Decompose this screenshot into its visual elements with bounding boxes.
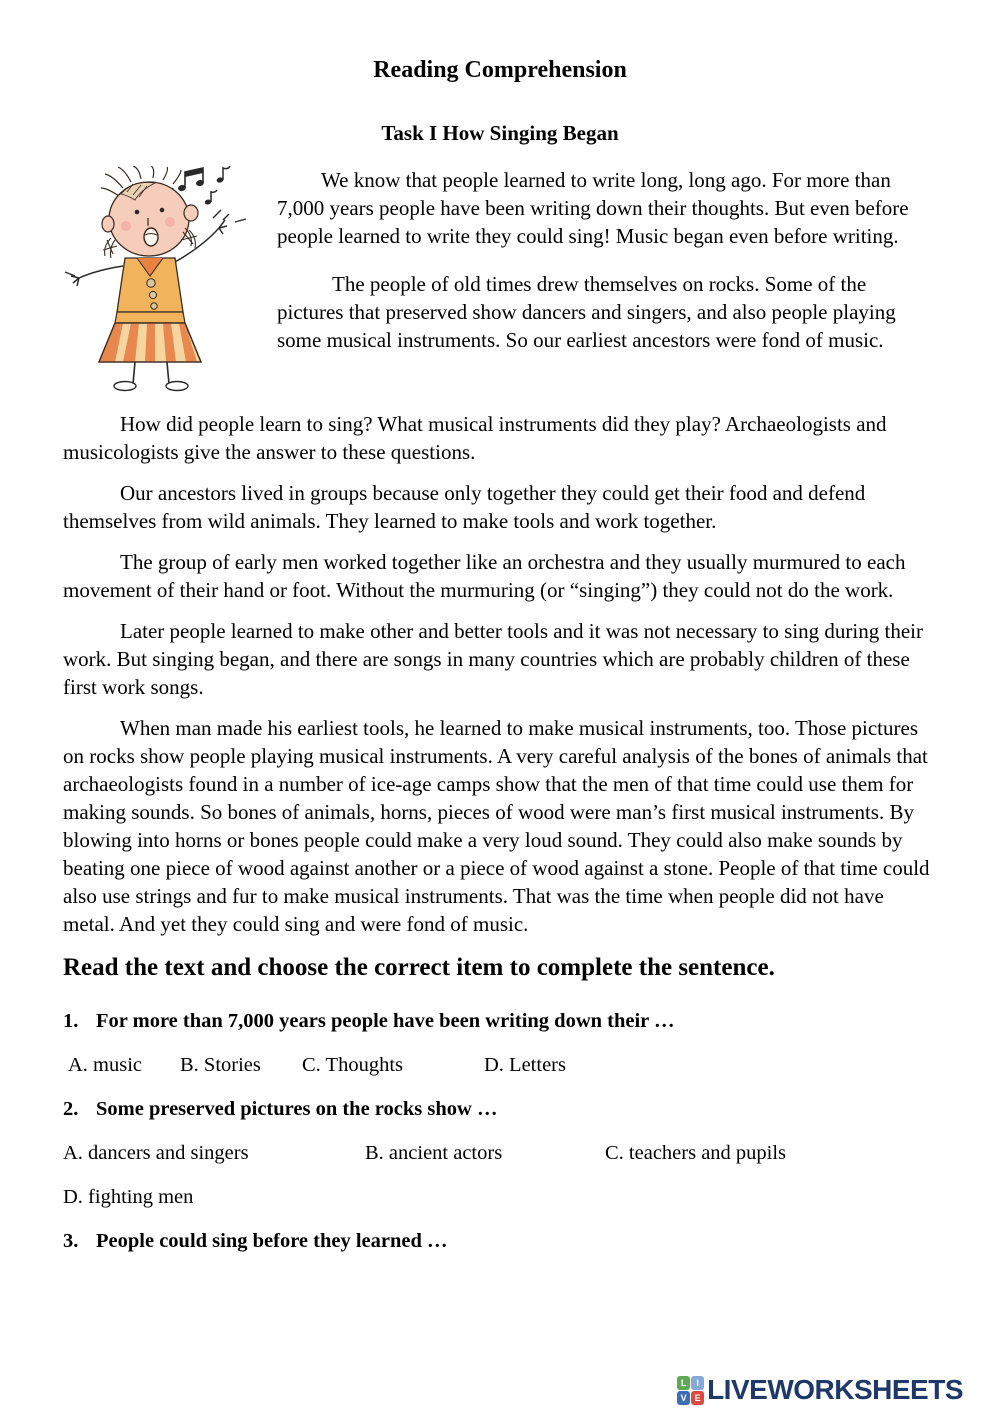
illustration-column [63, 166, 277, 397]
question-prompt: For more than 7,000 years people have been writing down their … [96, 1009, 675, 1032]
liveworksheets-logo [677, 1374, 963, 1406]
question-3 [63, 1227, 937, 1255]
question-2 [63, 1095, 937, 1123]
option-2a[interactable]: A. dancers and singers [63, 1141, 249, 1164]
page-title: Reading Comprehension [373, 57, 627, 83]
option-2d[interactable]: D. fighting men [63, 1185, 194, 1208]
question-1-options [63, 1051, 937, 1079]
question-2-option-d [63, 1183, 937, 1211]
question-2-options [63, 1139, 937, 1167]
logo-square-v: V [677, 1391, 690, 1405]
logo-square-e: E [691, 1391, 704, 1405]
question-number: 2. [63, 1097, 79, 1120]
passage-paragraph: We know that people learned to write long, long ago. For more than 7,000 years people have been writing down their thoughts. But even before people learned to write they could sing! Music began even before writing. [277, 167, 909, 248]
option-1b[interactable]: B. Stories [180, 1053, 261, 1076]
passage-body [63, 410, 932, 938]
passage-paragraph: When man made his earliest tools, he learned to make musical instruments, too. Those pictures on rocks show people playing musical instruments. A very careful analysis of the bones of animals that archaeologists found in a number of ice-age camps show that the men of that time could use them for making sounds. So bones of animals, horns, pieces of wood were man’s first musical instruments. By blowing into horns or bones people could make a very loud sound. They could also make sounds by beating one piece of wood against another or a piece of wood against a stone. People of that time could also use strings and fur to make musical instruments. That was the time when people did not have metal. And yet they could sing and were fond of music. [63, 715, 930, 936]
logo-text: LIVEWORKSHEETS [707, 1374, 963, 1405]
question-number: 1. [63, 1009, 79, 1032]
option-2b[interactable]: B. ancient actors [365, 1141, 503, 1164]
option-2c[interactable]: C. teachers and pupils [605, 1141, 787, 1164]
passage-paragraph: How did people learn to sing? What musical instruments did they play? Archaeologists and musicologists give the answer to these questions. [63, 411, 887, 464]
option-1d[interactable]: D. Letters [484, 1053, 566, 1076]
passage-paragraph: The group of early men worked together like an orchestra and they usually murmured to each movement of their hand or foot. Without the murmuring (or “singing”) they could not do the work. [63, 549, 906, 602]
option-1a[interactable]: A. music [68, 1053, 143, 1076]
logo-square-i: I [691, 1376, 704, 1390]
question-prompt: People could sing before they learned … [96, 1229, 448, 1252]
intro-section [63, 166, 932, 397]
passage-paragraph: Later people learned to make other and better tools and it was not necessary to sing during their work. But singing began, and there are songs in many countries which are probably children of these first work songs. [63, 618, 923, 699]
task-title: Task I How Singing Began [381, 120, 619, 145]
option-1c[interactable]: C. Thoughts [302, 1053, 403, 1076]
intro-paragraphs [277, 166, 932, 397]
logo-square-l: L [677, 1376, 690, 1390]
passage-paragraph: The people of old times drew themselves on rocks. Some of the pictures that preserved show dancers and singers, and also people playing some musical instruments. So our earliest ancestors were fond of music. [277, 271, 896, 352]
question-prompt: Some preserved pictures on the rocks show … [96, 1097, 498, 1120]
liveworksheets-grid-icon [677, 1376, 704, 1405]
question-1 [63, 1007, 937, 1035]
question-number: 3. [63, 1229, 79, 1252]
singing-girl-illustration [63, 166, 263, 392]
instruction-heading: Read the text and choose the correct item to complete the sentence. [63, 953, 775, 981]
passage-paragraph: Our ancestors lived in groups because only together they could get their food and defend themselves from wild animals. They learned to make tools and work together. [63, 480, 866, 533]
